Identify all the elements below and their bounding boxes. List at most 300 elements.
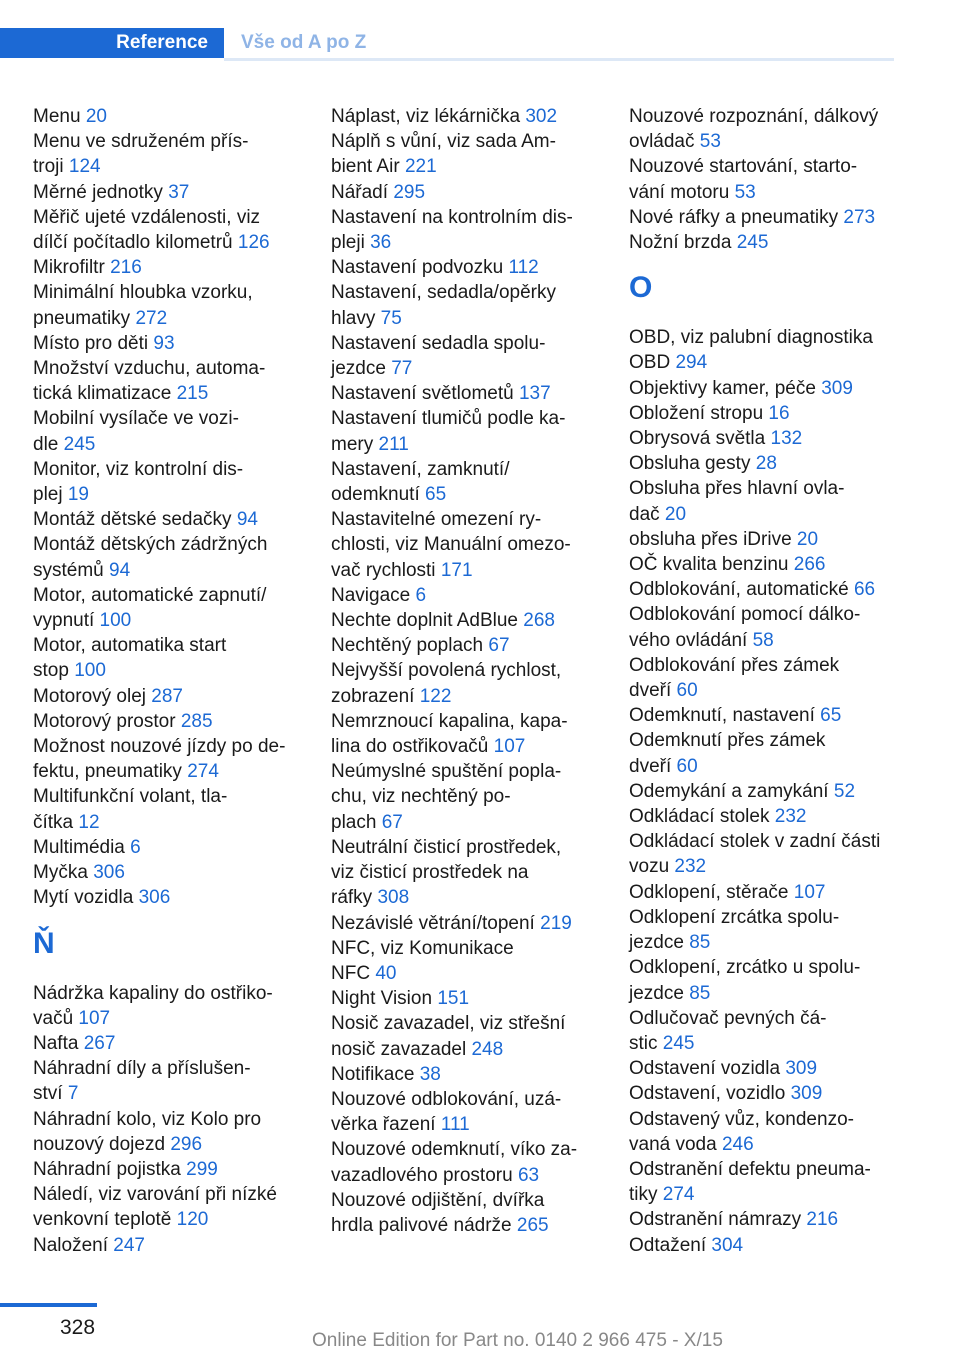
page-link[interactable]: 268 <box>523 610 555 632</box>
entry-text <box>331 457 621 482</box>
page-link[interactable]: 215 <box>176 383 209 405</box>
entry-text <box>33 784 323 809</box>
entry-text <box>629 628 899 653</box>
page-link[interactable]: 65 <box>425 484 447 506</box>
index-entry <box>331 331 621 381</box>
entry-text <box>33 1107 323 1132</box>
entry-label: Náhradní kolo, viz Kolo pro <box>33 1108 262 1130</box>
page-link[interactable]: 107 <box>493 736 526 758</box>
index-entry <box>33 633 323 683</box>
entry-text <box>33 129 323 154</box>
page-link[interactable]: 60 <box>676 755 698 777</box>
index-entry <box>629 1157 899 1207</box>
entry-label: Možnost nouzové jízdy po de‐ <box>33 736 286 758</box>
entry-label: Odstavení vozidla <box>629 1058 781 1080</box>
page-link[interactable]: 274 <box>187 761 219 783</box>
entry-text <box>629 325 899 350</box>
index-entry <box>33 507 323 532</box>
page-link[interactable]: 265 <box>516 1214 549 1236</box>
entry-text <box>33 180 323 205</box>
index-entry <box>331 1188 621 1238</box>
index-entry <box>33 835 323 860</box>
page-link[interactable]: 267 <box>83 1032 116 1054</box>
page-link[interactable]: 65 <box>820 705 842 727</box>
entry-text <box>33 1056 323 1081</box>
page-link[interactable]: 53 <box>699 131 721 153</box>
entry-text <box>331 986 621 1011</box>
index-entry <box>331 381 621 406</box>
index-entry <box>331 608 621 633</box>
entry-label: Odstranění defektu pneuma‐ <box>629 1158 871 1180</box>
entry-text <box>331 104 621 129</box>
page-link[interactable]: 100 <box>74 660 106 682</box>
entry-label: Nouzové rozpoznání, dálkový <box>629 106 879 127</box>
entry-label: Nastavitelné omezení ry‐ <box>331 509 542 531</box>
entry-text <box>331 558 621 583</box>
entry-label: vačů <box>33 1007 74 1029</box>
entry-text <box>33 860 323 885</box>
entry-text <box>331 280 621 305</box>
page-link[interactable]: 273 <box>843 206 876 228</box>
entry-text <box>331 180 621 205</box>
entry-label: Nouzové odjištění, dvířka <box>331 1189 545 1211</box>
index-entry <box>629 779 899 804</box>
entry-label: Nastavení sedadla spolu‐ <box>331 332 546 354</box>
index-entry <box>331 986 621 1011</box>
entry-text <box>33 154 323 179</box>
entry-label: NFC, viz Komunikace <box>331 937 514 959</box>
entry-label: Měřič ujeté vzdálenosti, viz <box>33 206 261 228</box>
entry-label: Odklopení, stěrače <box>629 881 789 903</box>
index-entry <box>331 633 621 658</box>
entry-text <box>331 835 621 860</box>
header-divider <box>224 58 894 61</box>
page-link[interactable]: 7 <box>67 1083 79 1105</box>
page-link[interactable]: 67 <box>488 635 510 657</box>
page-link[interactable]: 171 <box>440 559 473 581</box>
edition-note: Online Edition for Part no. 0140 2 966 475 - X/15 <box>312 1330 723 1351</box>
entry-label: Odklopení, zrcátko u spolu‐ <box>629 957 861 979</box>
page-link[interactable]: 6 <box>415 584 427 606</box>
page-link[interactable]: 295 <box>393 181 426 203</box>
page-link[interactable]: 232 <box>774 806 807 828</box>
page-link[interactable]: 6 <box>130 836 141 858</box>
index-entry <box>33 129 323 179</box>
entry-text <box>331 356 621 381</box>
index-entry <box>331 583 621 608</box>
entry-text <box>331 482 621 507</box>
tab-reference[interactable]: Reference <box>0 28 224 58</box>
page-link[interactable]: 67 <box>381 811 403 833</box>
entry-text <box>629 1157 899 1182</box>
page-link[interactable]: 245 <box>736 232 769 254</box>
page-link[interactable]: 151 <box>437 988 470 1010</box>
entry-text <box>33 205 323 230</box>
entry-text <box>33 532 323 557</box>
entry-text <box>33 1207 323 1232</box>
page-link[interactable]: 94 <box>236 509 258 531</box>
index-entry <box>331 104 621 129</box>
page-link[interactable]: 100 <box>99 610 132 632</box>
entry-text <box>33 104 323 129</box>
entry-label: ovládač <box>629 131 695 153</box>
index-entry <box>33 684 323 709</box>
page-link[interactable]: 111 <box>440 1114 470 1136</box>
entry-label: Množství vzduchu, automa‐ <box>33 358 266 380</box>
index-entry <box>33 734 323 784</box>
page-link[interactable]: 309 <box>821 377 853 399</box>
entry-text <box>33 759 323 784</box>
index-entry <box>629 728 899 778</box>
entry-label: Montáž dětské sedačky <box>33 509 232 531</box>
page-link[interactable]: 211 <box>378 433 409 455</box>
entry-text <box>331 911 621 936</box>
entry-text <box>629 476 899 501</box>
entry-text <box>331 406 621 431</box>
entry-text <box>331 784 621 809</box>
entry-label: vač rychlosti <box>331 559 436 581</box>
page-link[interactable]: 12 <box>78 811 100 833</box>
page-link[interactable]: 309 <box>785 1058 818 1080</box>
entry-text <box>33 583 323 608</box>
index-column-3 <box>629 104 899 1258</box>
page-link[interactable]: 52 <box>833 780 856 802</box>
entry-text <box>629 703 899 728</box>
page-link[interactable]: 107 <box>793 881 826 903</box>
entry-text <box>33 684 323 709</box>
page-link[interactable]: 132 <box>770 428 803 450</box>
index-entry <box>33 784 323 834</box>
entry-text <box>331 1188 621 1213</box>
index-entry <box>33 406 323 456</box>
entry-text <box>33 230 323 255</box>
index-entry <box>33 205 323 255</box>
page-link[interactable]: 221 <box>404 156 437 178</box>
entry-text <box>629 1031 899 1056</box>
entry-text <box>33 885 323 910</box>
entry-text <box>33 255 323 280</box>
entry-label: jezdce <box>629 932 684 954</box>
entry-label: bient Air <box>331 156 400 178</box>
page-link[interactable]: 20 <box>796 528 819 550</box>
page-link[interactable]: 216 <box>806 1209 839 1231</box>
page-link[interactable]: 60 <box>676 680 698 702</box>
page-link[interactable]: 245 <box>662 1032 695 1054</box>
entry-label: Objektivy kamer, péče <box>629 377 816 399</box>
entry-text <box>33 734 323 759</box>
entry-text <box>331 709 621 734</box>
page-link[interactable]: 137 <box>518 383 551 405</box>
index-entry <box>331 1137 621 1187</box>
index-entry <box>33 255 323 280</box>
entry-label: Myčka <box>33 862 88 884</box>
entry-label: odemknutí <box>331 484 420 506</box>
index-entry <box>629 325 899 375</box>
page-link[interactable]: 63 <box>517 1164 540 1186</box>
entry-label: Nemrznoucí kapalina, kapa‐ <box>331 710 568 732</box>
entry-label: Nastavení tlumičů podle ka‐ <box>331 408 566 430</box>
entry-text <box>629 1233 899 1258</box>
page-link[interactable]: 274 <box>662 1184 695 1206</box>
entry-text <box>629 104 899 129</box>
entry-text <box>629 205 899 230</box>
entry-text <box>331 885 621 910</box>
index-entry <box>629 955 899 1005</box>
page-link[interactable]: 296 <box>170 1133 203 1155</box>
index-entry <box>33 1107 323 1157</box>
page-link[interactable]: 20 <box>85 106 107 127</box>
entry-text <box>33 709 323 734</box>
page-link[interactable]: 40 <box>375 962 397 984</box>
page-link[interactable]: 120 <box>176 1209 209 1231</box>
page-link[interactable]: 107 <box>78 1007 111 1029</box>
entry-label: Nafta <box>33 1032 79 1054</box>
entry-label: Obrysová světla <box>629 428 766 450</box>
entry-label: Nejvyšší povolená rychlost, <box>331 660 562 682</box>
index-entry <box>629 1006 899 1056</box>
entry-label: chu, viz nechtěný po‐ <box>331 786 511 808</box>
entry-text <box>331 658 621 683</box>
entry-label: Mobilní vysílače ve vozi‐ <box>33 408 239 430</box>
page-link[interactable]: 246 <box>721 1133 754 1155</box>
entry-text <box>629 829 899 854</box>
index-entry <box>33 885 323 910</box>
entry-label: plej <box>33 484 63 506</box>
entry-label: Neutrální čisticí prostředek, <box>331 836 562 858</box>
index-entry <box>331 457 621 507</box>
entry-label: jezdce <box>331 358 386 380</box>
index-entry <box>629 703 899 728</box>
entry-text <box>629 1081 899 1106</box>
page-link[interactable]: 93 <box>153 332 175 354</box>
entry-text <box>331 331 621 356</box>
entry-label: Motorový olej <box>33 685 146 707</box>
entry-text <box>33 331 323 356</box>
page-link[interactable]: 85 <box>689 932 711 954</box>
entry-label: vypnutí <box>33 610 95 632</box>
page-link[interactable]: 66 <box>853 579 876 601</box>
entry-label: Minimální hloubka vzorku, <box>33 282 253 304</box>
page-link[interactable]: 77 <box>391 358 413 380</box>
index-entry <box>331 180 621 205</box>
page-link[interactable]: 53 <box>734 181 756 203</box>
entry-text <box>33 457 323 482</box>
tab-a-to-z[interactable]: Vše od A po Z <box>241 32 367 53</box>
entry-label: Nožní brzda <box>629 232 732 254</box>
entry-text <box>331 205 621 230</box>
page-link[interactable]: 20 <box>664 503 687 525</box>
page-link[interactable]: 37 <box>168 181 190 203</box>
entry-text <box>629 180 899 205</box>
entry-text <box>331 734 621 759</box>
entry-label: Nastavení světlometů <box>331 383 514 405</box>
entry-text <box>629 602 899 627</box>
index-entry <box>629 653 899 703</box>
entry-label: chlosti, viz Manuální omezo‐ <box>331 534 571 556</box>
entry-label: Odkládací stolek <box>629 806 770 828</box>
index-entry <box>629 205 899 230</box>
entry-label: Nastavení podvozku <box>331 257 504 279</box>
entry-label: Odstavení, vozidlo <box>629 1083 786 1105</box>
entry-label: ství <box>33 1083 63 1105</box>
entry-label: Obsluha přes hlavní ovla‐ <box>629 478 845 500</box>
entry-label: Náhradní díly a příslušen‐ <box>33 1058 251 1080</box>
entry-text <box>33 306 323 331</box>
entry-label: Nové ráfky a pneumatiky <box>629 206 839 228</box>
entry-text <box>629 577 899 602</box>
entry-text <box>33 1006 323 1031</box>
entry-text <box>331 1062 621 1087</box>
entry-text <box>331 381 621 406</box>
entry-text <box>331 936 621 961</box>
page-link[interactable]: 247 <box>113 1234 145 1256</box>
entry-label: Multimédia <box>33 836 125 858</box>
page-link[interactable]: 112 <box>508 257 539 279</box>
index-entry <box>331 658 621 708</box>
entry-text <box>331 1087 621 1112</box>
entry-text <box>629 1107 899 1132</box>
entry-label: Neúmyslné spuštění popla‐ <box>331 761 562 783</box>
page-link[interactable]: 285 <box>180 710 213 732</box>
index-entry <box>331 507 621 583</box>
entry-label: jezdce <box>629 982 684 1004</box>
entry-text <box>331 1213 621 1238</box>
page-link[interactable]: 36 <box>370 232 392 254</box>
entry-label: vání motoru <box>629 181 730 203</box>
entry-text <box>33 835 323 860</box>
index-entry <box>629 1056 899 1081</box>
page-link[interactable]: 304 <box>711 1234 744 1256</box>
page-link[interactable]: 245 <box>63 433 96 455</box>
entry-text <box>33 981 323 1006</box>
index-entry <box>33 1031 323 1056</box>
entry-label: obsluha přes iDrive <box>629 528 792 550</box>
page-link[interactable]: 124 <box>68 156 101 178</box>
page-link[interactable]: 85 <box>689 982 711 1004</box>
page-link[interactable]: 38 <box>419 1063 441 1085</box>
entry-label: dveří <box>629 680 672 702</box>
page-link[interactable]: 248 <box>471 1038 504 1060</box>
entry-text <box>331 154 621 179</box>
index-entry <box>629 905 899 955</box>
entry-text <box>629 451 899 476</box>
index-entry <box>33 356 323 406</box>
entry-text <box>629 930 899 955</box>
entry-text <box>331 1137 621 1162</box>
entry-label: Odemykání a zamykání <box>629 780 829 802</box>
index-entry <box>33 104 323 129</box>
entry-label: Odkládací stolek v zadní části <box>629 831 881 853</box>
index-entry <box>629 829 899 879</box>
entry-label: Nářadí <box>331 181 389 203</box>
entry-label: Odblokování, automatické <box>629 579 849 601</box>
entry-text <box>629 502 899 527</box>
page-link[interactable]: 302 <box>525 106 558 127</box>
entry-label: Nádržka kapaliny do ostřiko‐ <box>33 982 273 1004</box>
page-link[interactable]: 219 <box>540 912 572 934</box>
page-link[interactable]: 309 <box>790 1083 823 1105</box>
index-entry <box>331 911 621 936</box>
page-link[interactable]: 126 <box>237 232 270 254</box>
index-entry <box>331 406 621 456</box>
index-entry <box>629 230 899 255</box>
entry-label: Nastavení na kontrolním dis‐ <box>331 206 573 228</box>
index-entry <box>331 205 621 255</box>
index-entry <box>33 180 323 205</box>
entry-label: Měrné jednotky <box>33 181 163 203</box>
page-link[interactable]: 308 <box>377 887 410 909</box>
index-entry <box>629 577 899 602</box>
page-link[interactable]: 272 <box>135 307 168 329</box>
entry-label: Motorový prostor <box>33 710 176 732</box>
index-entry <box>331 255 621 280</box>
entry-text <box>629 728 899 753</box>
index-entry <box>33 709 323 734</box>
page-link[interactable]: 306 <box>93 862 125 884</box>
entry-text <box>629 880 899 905</box>
entry-label: venkovní teplotě <box>33 1209 172 1231</box>
entry-text <box>629 401 899 426</box>
index-entry <box>629 804 899 829</box>
index-entry <box>331 759 621 835</box>
entry-label: Náledí, viz varování při nízké <box>33 1184 277 1206</box>
page-link[interactable]: 306 <box>138 887 171 909</box>
entry-label: věrka řazení <box>331 1114 436 1136</box>
entry-label: čítka <box>33 811 74 833</box>
page-link[interactable]: 232 <box>674 856 707 878</box>
page-link[interactable]: 75 <box>380 307 402 329</box>
page-link[interactable]: 294 <box>675 352 708 374</box>
entry-text <box>33 1031 323 1056</box>
entry-label: Odblokování pomocí dálko‐ <box>629 604 861 626</box>
index-entry <box>331 936 621 986</box>
entry-label: zobrazení <box>331 685 415 707</box>
entry-text <box>629 653 899 678</box>
entry-label: systémů <box>33 559 104 581</box>
page-link[interactable]: 299 <box>186 1158 218 1180</box>
entry-text <box>331 633 621 658</box>
index-entry <box>331 1087 621 1137</box>
index-entry <box>33 1157 323 1182</box>
entry-text <box>331 255 621 280</box>
index-entry <box>331 280 621 330</box>
page-link[interactable]: 216 <box>110 257 142 279</box>
entry-label: Motor, automatika start <box>33 635 227 657</box>
page-link[interactable]: 28 <box>755 453 777 475</box>
page-link[interactable]: 94 <box>109 559 131 581</box>
entry-text <box>331 961 621 986</box>
entry-text <box>33 608 323 633</box>
index-entry <box>629 1207 899 1232</box>
entry-label: dveří <box>629 755 672 777</box>
entry-label: Místo pro děti <box>33 332 149 354</box>
entry-text <box>33 810 323 835</box>
entry-label: Motor, automatické zapnutí/ <box>33 584 267 606</box>
entry-text <box>33 1233 323 1258</box>
page-link[interactable]: 122 <box>419 685 452 707</box>
page-link[interactable]: 287 <box>151 685 183 707</box>
index-entry <box>629 1233 899 1258</box>
page-link[interactable]: 16 <box>768 402 790 424</box>
entry-label: Odstavený vůz, kondenzo‐ <box>629 1108 854 1130</box>
page-link[interactable]: 266 <box>793 554 826 576</box>
page-link[interactable]: 19 <box>67 484 89 506</box>
entry-label: Navigace <box>331 584 411 606</box>
page-link[interactable]: 58 <box>752 629 774 651</box>
index-entry <box>629 1107 899 1157</box>
entry-text <box>331 810 621 835</box>
entry-label: Odblokování přes zámek <box>629 654 840 676</box>
